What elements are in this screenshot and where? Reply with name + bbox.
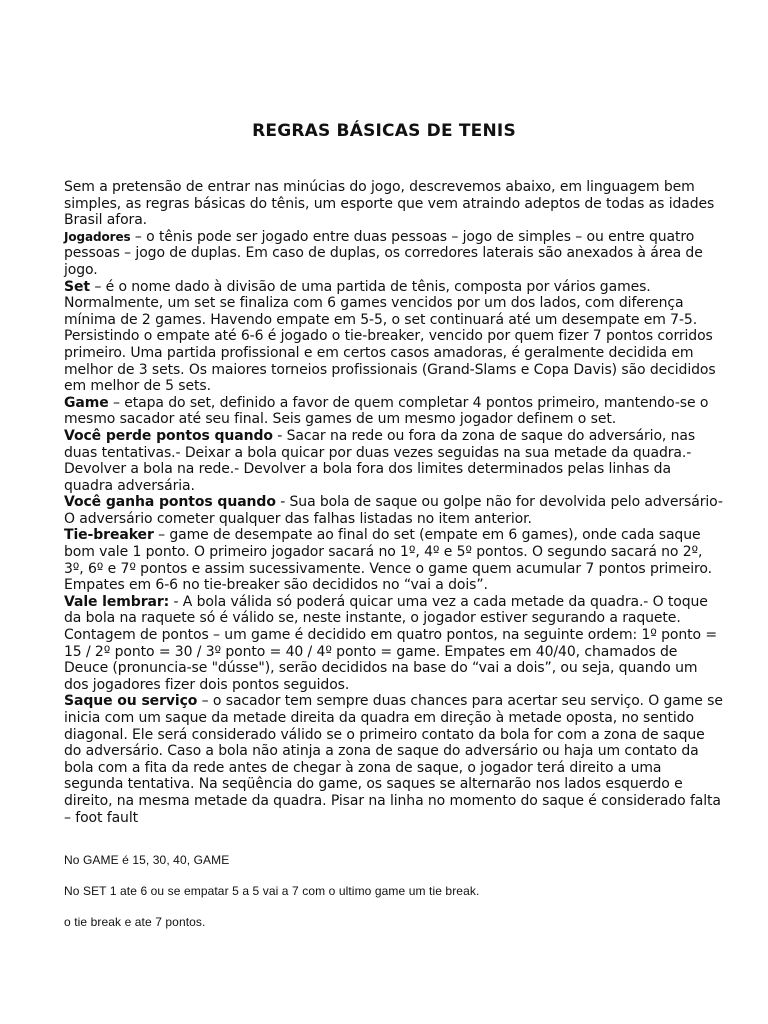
note-game: No GAME é 15, 30, 40, GAME	[64, 853, 230, 867]
section-set	[64, 279, 724, 395]
intro-paragraph: Sem a pretensão de entrar nas minúcias do jogo, descrevemos abaixo, em linguagem bem simples, as regras básicas do tênis, um esporte que vem atraindo adeptos de todas as idades Brasil afora.	[64, 179, 715, 229]
term-label: Você ganha pontos quando	[64, 494, 276, 511]
section-saque	[64, 693, 724, 826]
section-jogadores	[64, 229, 724, 279]
section-game	[64, 395, 724, 428]
section-text: – etapa do set, definido a favor de quem completar 4 pontos primeiro, mantendo-se o mesmo sacador até seu final. Seis games de um mesmo jogador definem o set.	[64, 394, 709, 428]
section-text: – é o nome dado à divisão de uma partida de tênis, composta por vários games. Normalmente, um set se finaliza com 6 games vencidos por um dos lados, com diferença mínima de 2 games. Havendo empate em 5-5, o set continuará até um desempate em 7-5. Persistindo o empate até 6-6 é jogado o tie-breaker, vencido por quem fizer 7 pontos corridos primeiro. Uma partida profissional e em certos casos amadoras, é geralmente decidida em melhor de 3 sets. Os maiores torneios profissionais (Grand-Slams e Copa Davis) são decididos em melhor de 5 sets.	[64, 278, 716, 395]
section-tie-breaker	[64, 527, 724, 593]
section-text: - Sacar na rede ou fora da zona de saque do adversário, nas duas tentativas.- Deixar a bola quicar por duas vezes seguidas na sua metade da quadra.- Devolver a bola na rede.- Devolver a bola fora dos limites determinados pelas linhas da quadra adversária.	[64, 427, 696, 494]
section-perde-pontos	[64, 428, 724, 494]
note-tie-break: o tie break e ate 7 pontos.	[64, 915, 206, 929]
document-body	[64, 179, 724, 826]
page-title: REGRAS BÁSICAS DE TENIS	[252, 121, 516, 141]
term-label: Jogadores	[64, 229, 131, 244]
section-vale-lembrar	[64, 594, 724, 694]
note-set: No SET 1 ate 6 ou se empatar 5 a 5 vai a 7 com o ultimo game um tie break.	[64, 884, 480, 898]
section-text: – game de desempate ao final do set (empate em 6 games), onde cada saque bom vale 1 ponto. O primeiro jogador sacará no 1º, 4º e 5º pontos. O segundo sacará no 2º, 3º, 6º e 7º pontos e assim sucessivamente. Vence o game quem acumular 7 pontos primeiro. Empates em 6-6 no tie-breaker são decididos no “vai a dois”.	[64, 527, 712, 594]
term-label: Game	[64, 394, 109, 411]
term-label: Set	[64, 278, 90, 295]
term-label: Vale lembrar:	[64, 593, 170, 610]
section-text: – o sacador tem sempre duas chances para acertar seu serviço. O game se inicia com um saque da metade direita da quadra em direção à metade oposta, no sentido diagonal. Ele será considerado válido se o primeiro contato da bola for com a zona de saque do adversário. Caso a bola não atinja a zona de saque do adversário ou haja um contato da bola com a fita da rede antes de chegar à zona de saque, o jogador terá direito a uma segunda tentativa. Na seqüência do game, os saques se alternarão nos lados esquerdo e direito, na mesma metade da quadra. Pisar na linha no momento do saque é considerado falta – foot fault	[64, 693, 723, 826]
term-label: Saque ou serviço	[64, 693, 198, 710]
section-text: - Sua bola de saque ou golpe não for devolvida pelo adversário- O adversário cometer qualquer das falhas listadas no item anterior.	[64, 494, 723, 527]
section-ganha-pontos	[64, 494, 724, 527]
section-text: – o tênis pode ser jogado entre duas pessoas – jogo de simples – ou entre quatro pessoas – jogo de duplas. Em caso de duplas, os corredores laterais são anexados à área de jogo.	[64, 228, 703, 278]
term-label: Você perde pontos quando	[64, 427, 273, 444]
section-text: - A bola válida só poderá quicar uma vez a cada metade da quadra.- O toque da bola na raquete só é válido se, neste instante, o jogador estiver segurando a raquete. Contagem de pontos – um game é decidido em quatro pontos, na seguinte ordem: 1º ponto = 15 / 2º ponto = 30 / 3º ponto = 40 / 4º ponto = game. Empates em 40/40, chamados de Deuce (pronuncia-se "dússe"), serão decididos na base do “vai a dois”, ou seja, quando um dos jogadores fizer dois pontos seguidos.	[64, 593, 717, 693]
term-label: Tie-breaker	[64, 527, 154, 544]
